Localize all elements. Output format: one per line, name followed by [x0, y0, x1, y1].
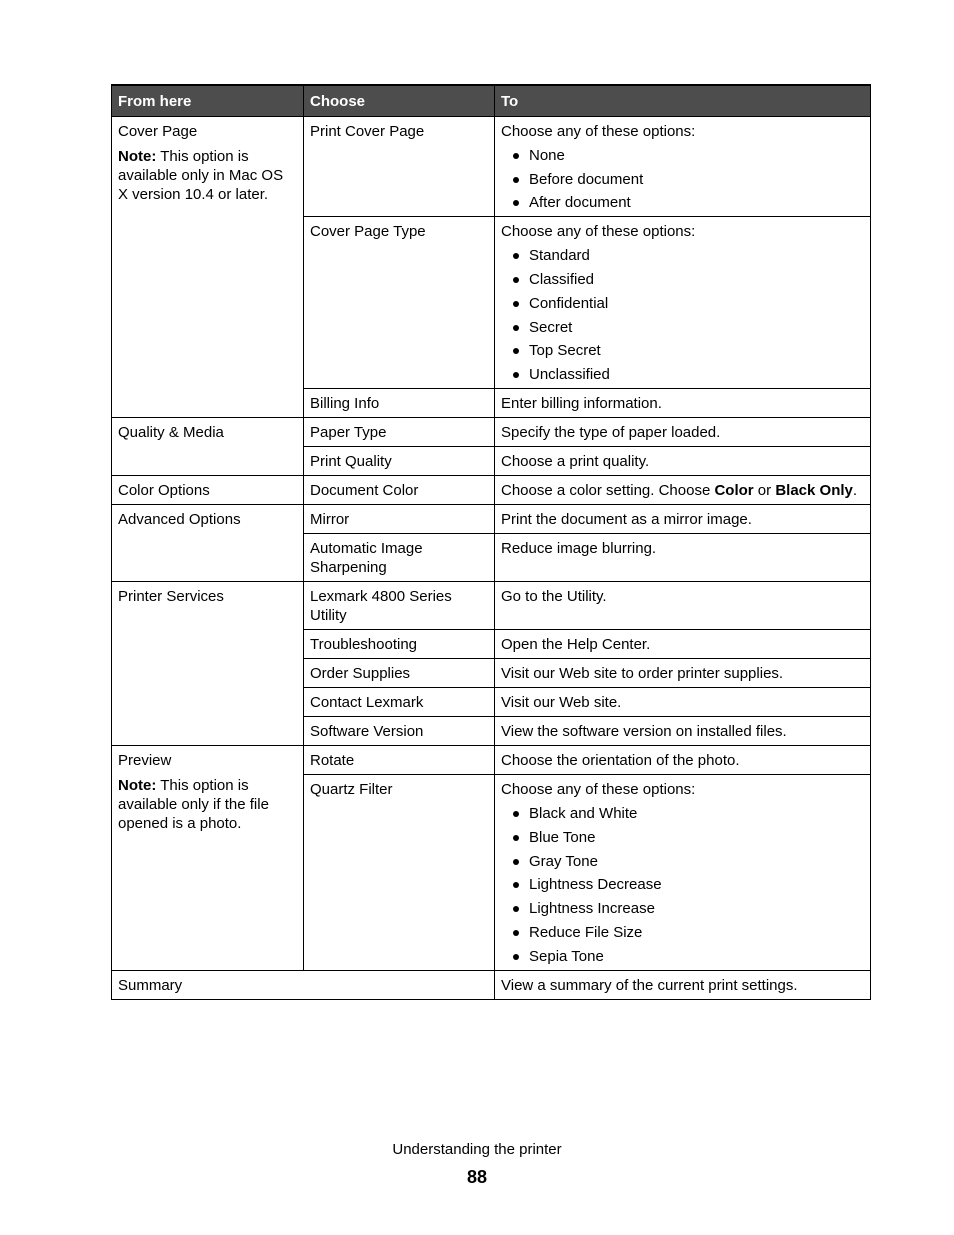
choose-contact-lexmark: Contact Lexmark: [304, 688, 495, 717]
footer-section-title: Understanding the printer: [392, 1141, 562, 1158]
from-color-options: Color Options: [112, 476, 304, 505]
note-text: This option is available only if the file opened is a photo.: [118, 777, 269, 833]
table-header-row: [112, 85, 871, 117]
table-row: [112, 746, 871, 775]
to-billing-info: Enter billing information.: [495, 389, 871, 418]
note: [118, 147, 297, 204]
choose-print-quality: Print Quality: [304, 447, 495, 476]
list-item: Lightness Decrease: [501, 875, 864, 894]
list-item: None: [501, 146, 864, 165]
list-item: Standard: [501, 246, 864, 265]
to-document-color: [495, 476, 871, 505]
list-item: Confidential: [501, 294, 864, 313]
to-print-cover-page: [495, 117, 871, 217]
choose-print-cover-page: Print Cover Page: [304, 117, 495, 217]
text: or: [753, 482, 776, 500]
from-label: Preview: [118, 752, 172, 770]
list-item: Lightness Increase: [501, 899, 864, 918]
bold-color: Color: [714, 482, 754, 500]
list-item: After document: [501, 193, 864, 212]
list-item: Sepia Tone: [501, 947, 864, 966]
to-rotate: Choose the orientation of the photo.: [495, 746, 871, 775]
list-item: Secret: [501, 318, 864, 337]
list-item: Unclassified: [501, 365, 864, 384]
choose-utility: Lexmark 4800 Series Utility: [304, 582, 495, 630]
table-row: [112, 476, 871, 505]
table-row: [112, 117, 871, 217]
choose-cover-page-type: Cover Page Type: [304, 217, 495, 389]
note: [118, 776, 297, 833]
header-to: To: [495, 85, 871, 117]
choose-billing-info: Billing Info: [304, 389, 495, 418]
list-item: Reduce File Size: [501, 923, 864, 942]
bold-black-only: Black Only: [775, 482, 853, 500]
to-print-quality: Choose a print quality.: [495, 447, 871, 476]
to-mirror: Print the document as a mirror image.: [495, 505, 871, 534]
from-printer-services: Printer Services: [112, 582, 304, 746]
to-paper-type: Specify the type of paper loaded.: [495, 418, 871, 447]
options-list: [501, 246, 864, 384]
note-text: This option is available only in Mac OS X version 10.4 or later.: [118, 148, 284, 203]
choose-software-version: Software Version: [304, 717, 495, 746]
list-item: Top Secret: [501, 341, 864, 360]
from-cover-page: [112, 117, 304, 418]
list-item: Black and White: [501, 804, 864, 823]
header-from-here: From here: [112, 85, 304, 117]
options-table: [111, 84, 871, 1000]
table-row: [112, 418, 871, 447]
choose-image-sharpening: Automatic Image Sharpening: [304, 534, 495, 582]
table-row: [112, 582, 871, 630]
to-image-sharpening: Reduce image blurring.: [495, 534, 871, 582]
header-choose: Choose: [304, 85, 495, 117]
list-item: Blue Tone: [501, 828, 864, 847]
choose-troubleshooting: Troubleshooting: [304, 630, 495, 659]
page-number: 88: [466, 1167, 488, 1187]
table-row: [112, 970, 871, 999]
options-list: [501, 146, 864, 213]
to-contact-lexmark: Visit our Web site.: [495, 688, 871, 717]
text: .: [852, 482, 858, 500]
choose-document-color: Document Color: [304, 476, 495, 505]
from-label: Cover Page: [118, 123, 198, 140]
list-item: Classified: [501, 270, 864, 289]
note-label: Note:: [118, 148, 157, 165]
from-summary: Summary: [112, 970, 495, 999]
to-software-version: View the software version on installed files.: [495, 717, 871, 746]
choose-mirror: Mirror: [304, 505, 495, 534]
from-quality-media: Quality & Media: [112, 418, 304, 476]
list-item: Gray Tone: [501, 852, 864, 871]
to-summary: View a summary of the current print settings.: [495, 970, 871, 999]
from-advanced-options: Advanced Options: [112, 505, 304, 582]
options-intro: Choose any of these options:: [501, 123, 696, 140]
choose-quartz-filter: Quartz Filter: [304, 775, 495, 971]
table-row: [112, 505, 871, 534]
to-utility: Go to the Utility.: [495, 582, 871, 630]
options-intro: Choose any of these options:: [501, 223, 696, 241]
options-list: [501, 804, 864, 966]
text: Choose a color setting. Choose: [501, 482, 715, 500]
to-troubleshooting: Open the Help Center.: [495, 630, 871, 659]
choose-rotate: Rotate: [304, 746, 495, 775]
note-label: Note:: [118, 777, 157, 795]
choose-order-supplies: Order Supplies: [304, 659, 495, 688]
list-item: Before document: [501, 170, 864, 189]
to-order-supplies: Visit our Web site to order printer supplies.: [495, 659, 871, 688]
options-intro: Choose any of these options:: [501, 781, 696, 799]
to-quartz-filter: [495, 775, 871, 971]
choose-paper-type: Paper Type: [304, 418, 495, 447]
to-cover-page-type: [495, 217, 871, 389]
from-preview: [112, 746, 304, 971]
